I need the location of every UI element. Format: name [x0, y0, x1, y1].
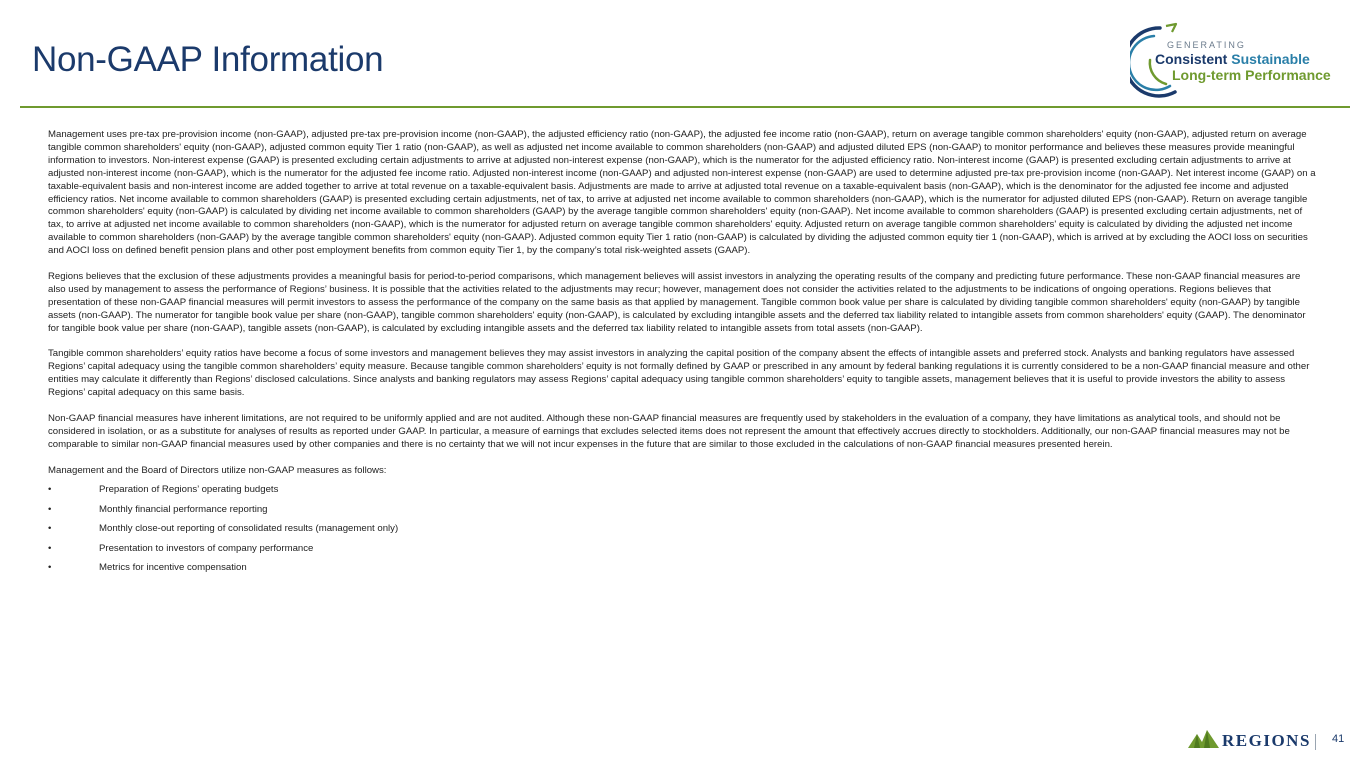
generating-consistent-logo: [1130, 20, 1350, 100]
page-title: Non-GAAP Information: [32, 40, 384, 79]
logo-tagline-bottom: Long-term Performance: [1172, 67, 1331, 83]
logo-word-sustainable: Sustainable: [1231, 51, 1310, 67]
bullet-icon: •: [48, 542, 52, 554]
logo-word-consistent: Consistent: [1155, 51, 1228, 67]
list-item: [48, 543, 1316, 562]
bullet-icon: •: [48, 523, 52, 535]
bullet-icon: •: [48, 561, 52, 573]
regions-logo: [1188, 728, 1311, 752]
list-item-text: Metrics for incentive compensation: [99, 561, 247, 573]
footer-divider: [1315, 734, 1316, 750]
logo-tagline-middle: [1155, 51, 1310, 67]
paragraph-adjustments-rationale: Regions believes that the exclusion of these adjustments provides a meaningful basis for period-to-period comparisons, which management believes will assist investors in analyzing the operating results of the company and predicting future performance. These non-GAAP financial measures are also used by management to assess the performance of Regions’ business. It is possible that the activities related to the adjustments may recur; however, management does not consider the activities related to the adjustments to be indications of ongoing operations. Regions believes that presentation of these non-GAAP financial measures will permit investors to assess the performance of the company on the same basis as that applied by management. Tangible common book value per share is calculated by dividing tangible common shareholders' equity (non-GAAP) by tangible assets (non-GAAP). The numerator for tangible book value per share (non-GAAP), tangible common shareholders' equity (non-GAAP), is calculated by excluding intangible assets and the deferred tax liability related to intangible assets from common shareholders' equity (GAAP). The denominator for tangible book value per share (non-GAAP), tangible assets (non-GAAP), is calculated by excluding intangible assets and the deferred tax liability related to intangible assets from total assets (non-GAAP).: [48, 270, 1306, 334]
paragraph-tangible-equity: Tangible common shareholders’ equity ratios have become a focus of some investors and management believes they may assist investors in analyzing the capital position of the company absent the effects of intangible assets and preferred stock. Analysts and banking regulators have assessed Regions’ capital adequacy using the tangible common shareholders’ equity measure. Because tangible common shareholders’ equity is not formally defined by GAAP or prescribed in any amount by federal banking regulations it is currently considered to be a non-GAAP financial measure and other entities may calculate it differently than Regions’ disclosed calculations. Since analysts and banking regulators may assess Regions’ capital adequacy using tangible common shareholders’ equity to tangible assets, management believes that it is useful to provide investors the ability to assess Regions’ capital adequacy on this same basis.: [48, 348, 1310, 399]
usage-list: [48, 484, 1316, 581]
logo-tagline-top: GENERATING: [1167, 40, 1246, 50]
bullet-icon: •: [48, 503, 52, 515]
list-item: [48, 562, 1316, 581]
list-item-text: Monthly financial performance reporting: [99, 503, 268, 515]
list-item-text: Preparation of Regions’ operating budgets: [99, 484, 279, 496]
paragraph-limitations: Non-GAAP financial measures have inherent limitations, are not required to be uniformly applied and are not audited. Although these non-GAAP financial measures are frequently used by stakeholders in the evaluation of a company, they have limitations as analytical tools, and should not be considered in isolation, or as a substitute for analyses of results as reported under GAAP. In particular, a measure of earnings that excludes selected items does not represent the amount that effectively accrues directly to stockholders. Additionally, our non-GAAP financial measures may not be comparable to similar non-GAAP financial measures used by other companies and there is no certainty that we will not incur expenses in the future that are similar to those excluded in the calculations of non-GAAP financial measures presented herein.: [48, 412, 1290, 450]
page-number: 41: [1332, 733, 1345, 745]
list-item: [48, 484, 1316, 503]
list-item: [48, 504, 1316, 523]
list-item-text: Monthly close-out reporting of consolidated results (management only): [99, 523, 399, 535]
pyramid-icon: [1188, 728, 1220, 750]
bullet-icon: •: [48, 484, 52, 496]
bullet-intro: Management and the Board of Directors utilize non-GAAP measures as follows:: [48, 464, 387, 476]
regions-wordmark: REGIONS: [1222, 731, 1311, 750]
list-item-text: Presentation to investors of company performance: [99, 542, 314, 554]
body-content: [48, 129, 1316, 581]
header-divider: [20, 106, 1350, 108]
list-item: [48, 523, 1316, 542]
paragraph-non-gaap-measures: Management uses pre-tax pre-provision income (non-GAAP), adjusted pre-tax pre-provision income (non-GAAP), the adjusted efficiency ratio (non-GAAP), the adjusted fee income ratio (non-GAAP), return on average tangible common shareholders' equity (non-GAAP), adjusted return on average tangible common shareholders' equity (non-GAAP), adjusted common equity Tier 1 ratio (non-GAAP), as well as adjusted net income available to common shareholders (non-GAAP) and adjusted diluted EPS (non-GAAP) to monitor performance and believes these measures provide meaningful information to investors. Non-interest expense (GAAP) is presented excluding certain adjustments to arrive at adjusted non-interest expense (non-GAAP), which is the numerator for the adjusted efficiency ratio. Non-interest income (GAAP) is presented excluding certain adjustments to arrive at adjusted non-interest income (non-GAAP), which is the numerator for the adjusted fee income ratio. Adjusted non-interest income (non-GAAP) and adjusted non-interest expense (non-GAAP) are used to determine adjusted pre-tax pre-provision income (non-GAAP). Net interest income (GAAP) on a taxable-equivalent basis and non-interest income are added together to arrive at total revenue on a taxable-equivalent basis. Adjustments are made to arrive at adjusted total revenue on a taxable-equivalent basis (non-GAAP), which is the denominator for the adjusted fee income and adjusted efficiency ratios. Net income available to common shareholders (GAAP) is presented excluding certain adjustments, net of tax, to arrive at adjusted net income available to common shareholders (non-GAAP), which is the numerator for adjusted diluted EPS (non-GAAP). Return on average tangible common shareholders' equity (non-GAAP) is calculated by dividing net income available to common shareholders (GAAP) by the average tangible common shareholders' equity (non-GAAP). Net income available to common shareholders (GAAP) is presented excluding certain adjustments, net of tax, to arrive at adjusted net income available to common shareholders (non-GAAP), which is the numerator for adjusted return on average tangible common shareholders' equity. Adjusted return on average tangible common shareholders' equity is calculated by dividing the adjusted net income available to common shareholders (non-GAAP) by the average tangible common shareholders' equity (non-GAAP). Adjusted common equity Tier 1 ratio (non-GAAP) is calculated by dividing the adjusted common equity tier 1 (non-GAAP), which is arrived at by excluding the AOCI loss on securities and AOCI loss on defined benefit pension plans and other post employment benefits from common equity Tier 1, by the company’s total risk-weighted assets (GAAP).: [48, 129, 1316, 257]
